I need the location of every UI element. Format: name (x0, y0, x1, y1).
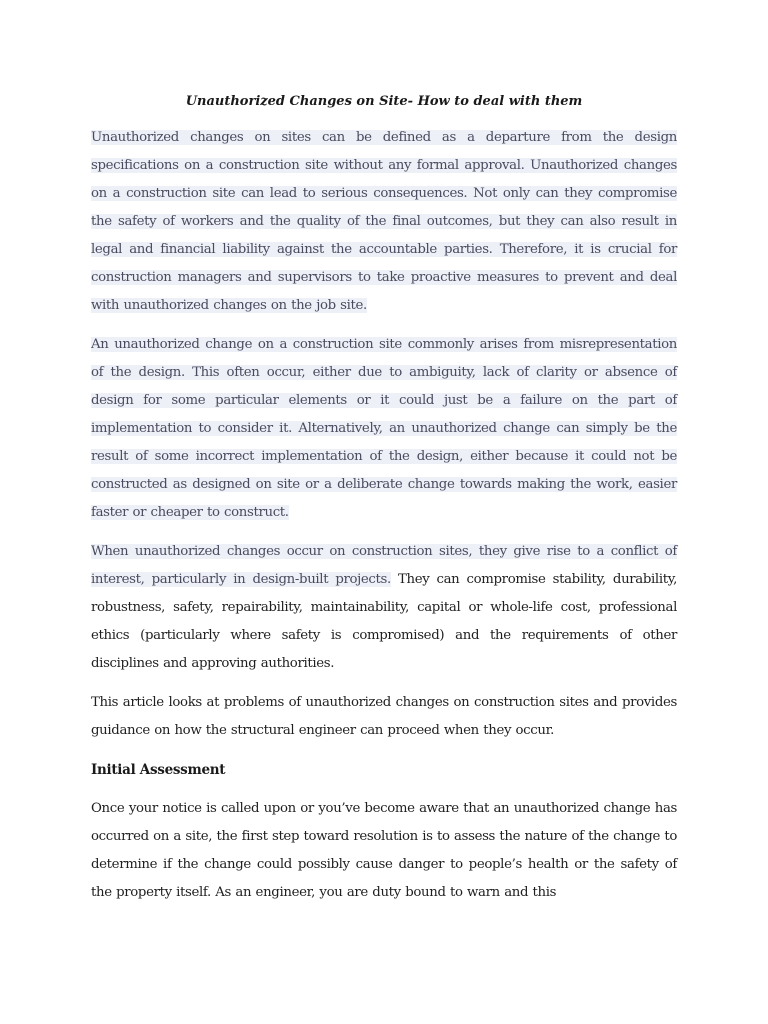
paragraph-3 (91, 538, 677, 678)
paragraph-1 (91, 124, 677, 320)
paragraph-1-text: Unauthorized changes on sites can be defined as a departure from the design specifications on a construction site without any formal approval. Unauthorized changes on a construction site can lead to serious consequences. Not only can they compromise the safety of workers and the quality of the final outcomes, but they can also result in legal and financial liability against the accountable parties. Therefore, it is crucial for construction managers and supervisors to take proactive measures to prevent and deal with unauthorized changes on the job site. (91, 130, 677, 313)
document-body (91, 92, 677, 918)
paragraph-2 (91, 331, 677, 527)
paragraph-5: Once your notice is called upon or you’ve become aware that an unauthorized change has occurred on a site, the first step toward resolution is to assess the nature of the change to determine if the change could possibly cause danger to people’s health or the safety of the property itself. As an engineer, you are duty bound to warn and this (91, 801, 677, 900)
paragraph-2-text: An unauthorized change on a construction site commonly arises from misrepresentation of the design. This often occur, either due to ambiguity, lack of clarity or absence of design for some particular elements or it could just be a failure on the part of implementation to consider it. Alternatively, an unauthorized change can simply be the result of some incorrect implementation of the design, either because it could not be constructed as designed on site or a deliberate change towards making the work, easier faster or cheaper to construct. (91, 337, 677, 520)
document-title: Unauthorized Changes on Site- How to deal with them (185, 94, 583, 109)
paragraph-3-text: They can compromise stability, durability, robustness, safety, repairability, maintainability, capital or whole-life cost, professional ethics (particularly where safety is compromised) and the requirements of other disciplines and approving authorities. (91, 572, 677, 671)
paragraph-4: This article looks at problems of unauthorized changes on construction sites and provides guidance on how the structural engineer can proceed when they occur. (91, 695, 677, 738)
paragraph-3-highlighted-text: When unauthorized changes occur on construction sites, they give rise to a conflict of interest, particularly in design-built projects. (91, 544, 677, 587)
section-heading-initial-assessment: Initial Assessment (91, 762, 226, 778)
